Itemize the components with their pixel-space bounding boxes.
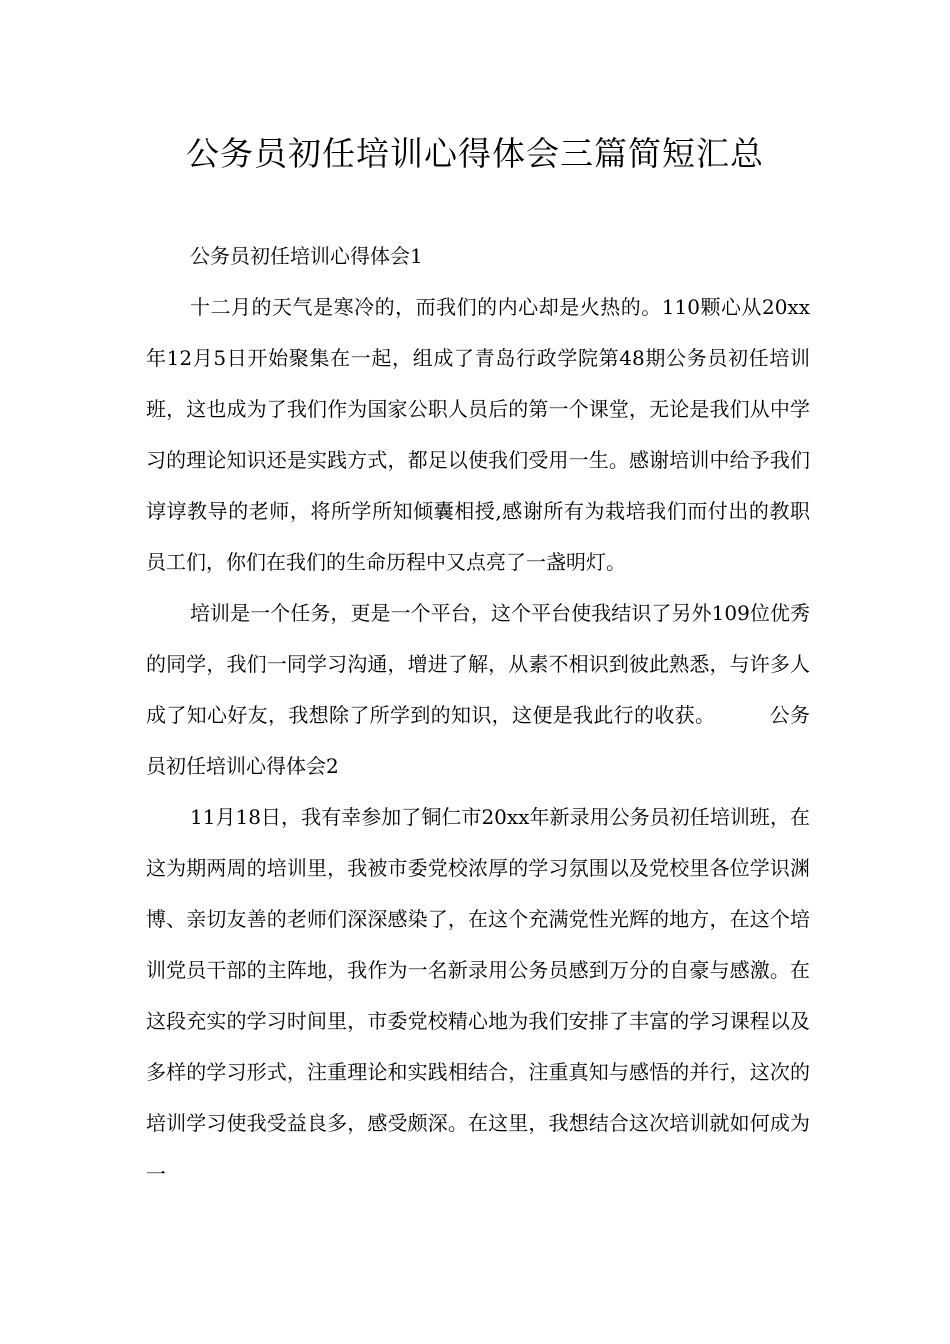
section-heading-1: 公务员初任培训心得体会1: [190, 244, 423, 268]
paragraph-2-text: 培训是一个任务，更是一个平台，这个平台使我结识了另外109位优秀的同学，我们一同学习沟通，增进了解，从素不相识到彼此熟悉，与许多人成了知心好友，我想除了所学到的知识，这便是我此行的收获。: [146, 601, 810, 727]
paragraph-1: 十二月的天气是寒冷的，而我们的内心却是火热的。110颗心从20xx年12月5日开始聚集在一起，组成了青岛行政学院第48期公务员初任培训班，这也成为了我们作为国家公职人员后的第一个课堂，无论是我们从中学习的理论知识还是实践方式，都足以使我们受用一生。感谢培训中给予我们谆谆教导的老师，将所学所知倾囊相授,感谢所有为栽培我们而付出的教职员工们，你们在我们的生命历程中又点亮了一盏明灯。: [146, 295, 810, 574]
paragraph-2: [146, 588, 810, 792]
section-heading-2: 公务员初任培训心得体会2: [146, 703, 811, 778]
document-body: [146, 231, 810, 1200]
paragraph-3: 11月18日，我有幸参加了铜仁市20xx年新录用公务员初任培训班，在这为期两周的培训里，我被市委党校浓厚的学习氛围以及党校里各位学识渊博、亲切友善的老师们深深感染了，在这个充满党性光辉的地方，在这个培训党员干部的主阵地，我作为一名新录用公务员感到万分的自豪与感激。在这段充实的学习时间里，市委党校精心地为我们安排了丰富的学习课程以及多样的学习形式，注重理论和实践相结合，注重真知与感悟的并行，这次的培训学习使我受益良多，感受颇深。在这里，我想结合这次培训就如何成为一: [146, 805, 810, 1186]
document-title: 公务员初任培训心得体会三篇简短汇总: [186, 134, 764, 173]
